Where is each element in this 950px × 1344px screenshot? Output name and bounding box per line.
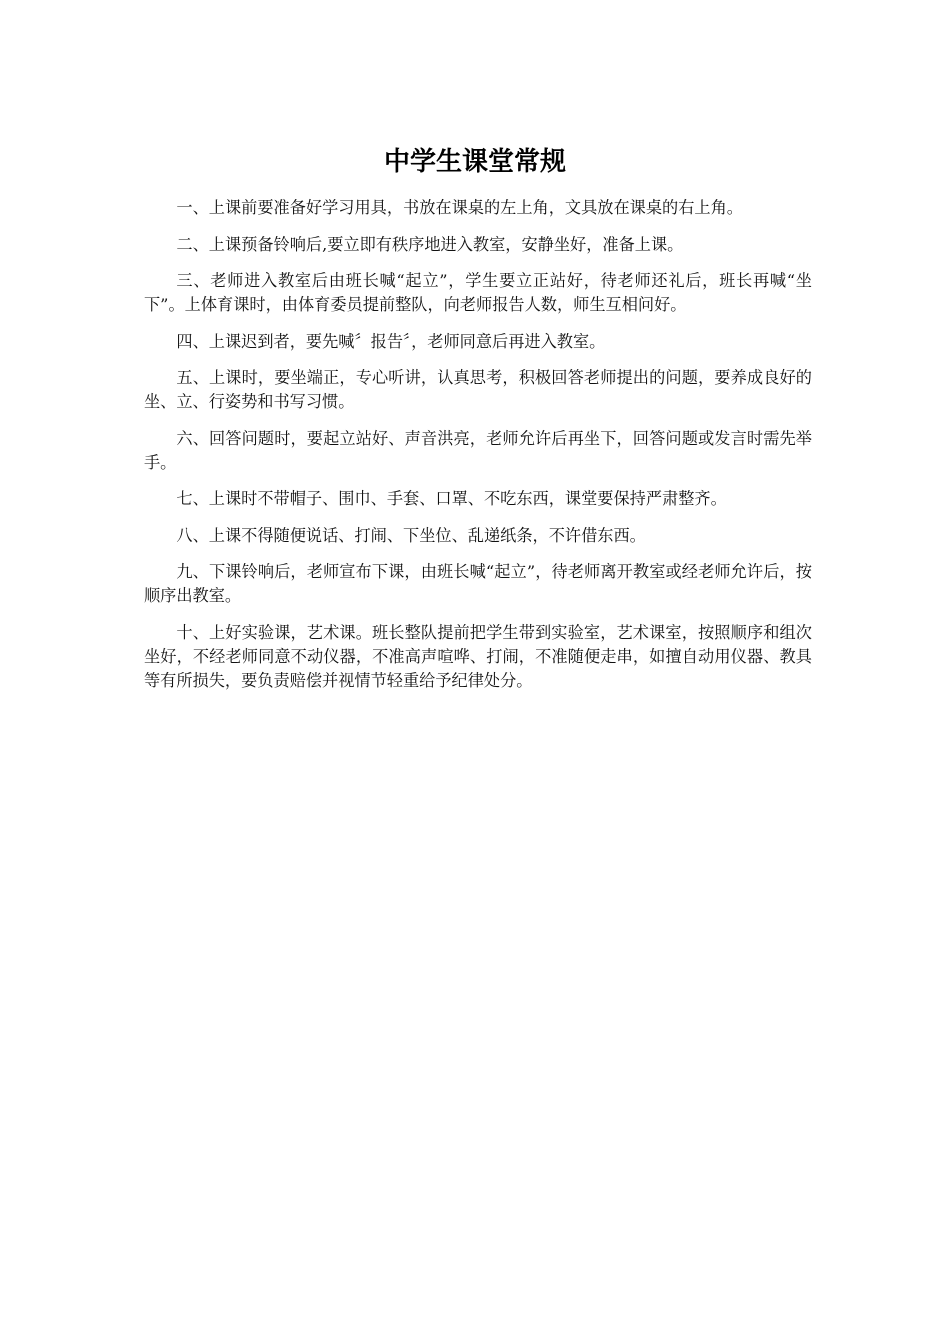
document-body	[144, 196, 812, 705]
rule-paragraph-10: 十、上好实验课，艺术课。班长整队提前把学生带到实验室，艺术课室，按照顺序和组次坐好，不经老师同意不动仪器，不准高声喧哗、打闹，不准随便走串，如擅自动用仪器、教具等有所损失，要负责赔偿并视情节轻重给予纪律处分。	[144, 622, 812, 690]
document-title: 中学生课堂常规	[383, 147, 566, 177]
rule-paragraph-6: 六、回答问题时，要起立站好、声音洪亮，老师允许后再坐下，回答问题或发言时需先举手。	[144, 428, 812, 472]
rule-paragraph-7: 七、上课时不带帽子、围巾、手套、口罩、不吃东西，课堂要保持严肃整齐。	[176, 489, 727, 508]
rule-paragraph-8: 八、上课不得随便说话、打闹、下坐位、乱递纸条，不许借东西。	[176, 525, 646, 545]
rule-paragraph-5: 五、上课时，要坐端正，专心听讲，认真思考，积极回答老师提出的问题，要养成良好的坐、立、行姿势和书写习惯。	[144, 368, 812, 411]
rule-paragraph-1: 一、上课前要准备好学习用具，书放在课桌的左上角，文具放在课桌的右上角。	[176, 198, 743, 217]
rule-paragraph-3: 三、老师进入教室后由班长喊“起立”，学生要立正站好，待老师还礼后，班长再喊“坐下”。上体育课时，由体育委员提前整队，向老师报告人数，师生互相问好。	[144, 271, 812, 314]
rule-paragraph-2: 二、上课预备铃响后,要立即有秩序地进入教室，安静坐好，准备上课。	[176, 234, 684, 254]
rule-paragraph-4: 四、上课迟到者，要先喊〞报告〞，老师同意后再进入教室。	[176, 331, 606, 351]
rule-paragraph-9: 九、下课铃响后，老师宣布下课，由班长喊“起立”，待老师离开教室或经老师允许后，按顺序出教室。	[144, 562, 812, 605]
